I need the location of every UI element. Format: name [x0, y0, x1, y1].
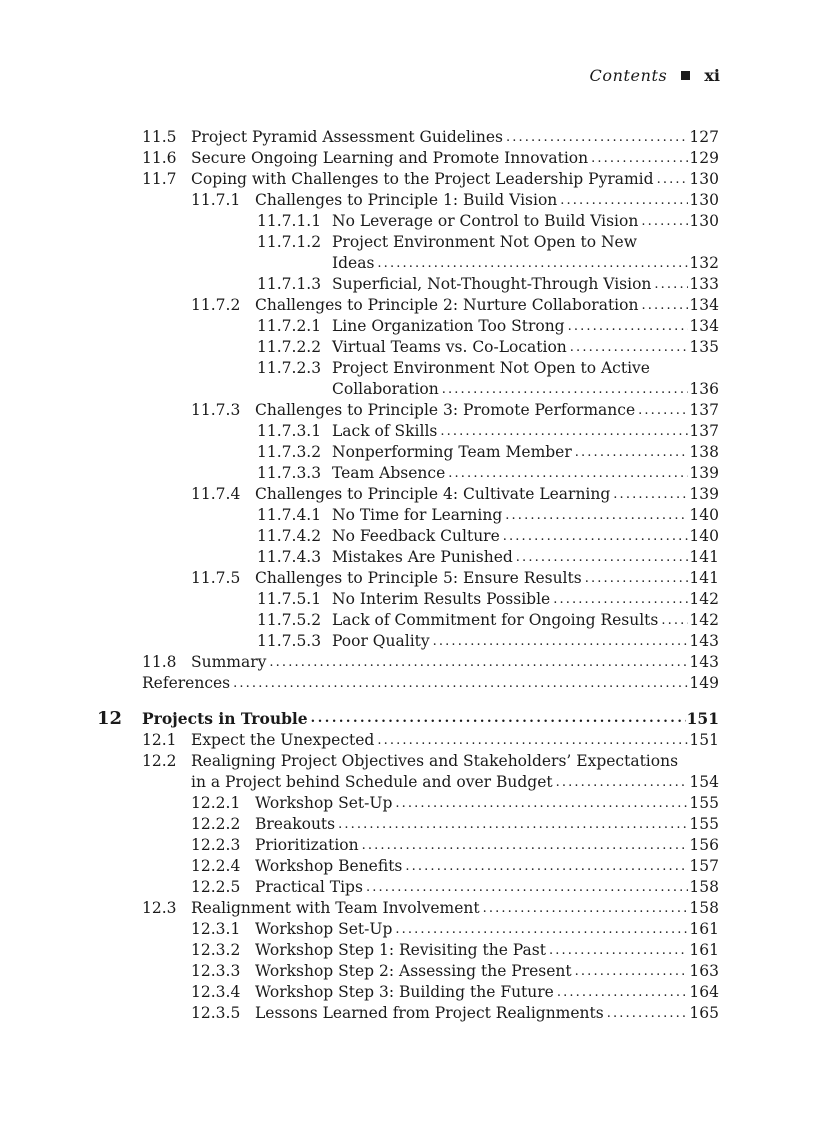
toc-entry-page: 165 — [689, 1004, 719, 1022]
dot-leader — [442, 379, 689, 400]
toc-entry-number: 11.6 — [142, 149, 177, 167]
toc-entry-title: Challenges to Principle 4: Cultivate Learning — [255, 485, 611, 503]
toc-entry-page: 134 — [689, 296, 719, 314]
toc-entry[interactable] — [0, 631, 816, 652]
dot-leader — [483, 898, 689, 919]
dot-leader — [405, 856, 688, 877]
dot-leader — [557, 982, 689, 1003]
toc-entry-title: Mistakes Are Punished — [332, 548, 513, 566]
dot-leader — [641, 211, 688, 232]
toc-entry[interactable] — [0, 505, 816, 526]
toc-entry-number: 11.5 — [142, 128, 177, 146]
toc-entry[interactable] — [0, 589, 816, 610]
dot-leader — [395, 793, 688, 814]
dot-leader — [556, 772, 689, 793]
dot-leader — [503, 526, 689, 547]
toc-chapter-entry[interactable] — [0, 707, 816, 730]
toc-entry-title: Superficial, Not-Thought-Through Vision — [332, 275, 652, 293]
toc-entry-continuation[interactable] — [0, 253, 816, 274]
toc-entry-number: 11.7.3.3 — [257, 464, 322, 482]
toc-entry-title: Lessons Learned from Project Realignments — [255, 1004, 604, 1022]
toc-entry-title: Workshop Benefits — [255, 857, 403, 875]
toc-entry[interactable] — [0, 274, 816, 295]
toc-entry-page: 163 — [689, 962, 719, 980]
toc-entry[interactable] — [0, 982, 816, 1003]
toc-entry[interactable] — [0, 337, 816, 358]
toc-entry-page: 130 — [689, 170, 719, 188]
toc-entry-title: Workshop Step 3: Building the Future — [255, 983, 554, 1001]
dot-leader — [395, 919, 688, 940]
toc-entry-number: 11.7.1.3 — [257, 275, 322, 293]
toc-entry-number: 11.7.5 — [191, 569, 241, 587]
toc-entry-number: 11.7.3.2 — [257, 443, 322, 461]
toc-entry-number: 12.2.5 — [191, 878, 241, 896]
toc-entry-title: Challenges to Principle 2: Nurture Collaboration — [255, 296, 639, 314]
toc-entry-title: Lack of Skills — [332, 422, 438, 440]
toc-entry-title: Project Environment Not Open to Active — [332, 359, 650, 377]
toc-entry-title: No Interim Results Possible — [332, 590, 551, 608]
dot-leader — [575, 442, 689, 463]
toc-entry-page: 155 — [689, 794, 719, 812]
dot-leader — [366, 877, 688, 898]
toc-entry-title-continued: in a Project behind Schedule and over Budget — [191, 773, 553, 791]
table-of-contents — [0, 127, 816, 1024]
toc-entry[interactable] — [0, 673, 816, 694]
toc-entry-number: 11.7.1.2 — [257, 233, 322, 251]
dot-leader — [505, 505, 688, 526]
dot-leader — [377, 730, 688, 751]
toc-entry-title: Poor Quality — [332, 632, 430, 650]
dot-leader — [570, 337, 689, 358]
toc-entry[interactable] — [0, 898, 816, 919]
toc-entry-page: 137 — [689, 422, 719, 440]
toc-entry-number: 11.7.3 — [191, 401, 241, 419]
toc-entry-page: 130 — [689, 191, 719, 209]
running-header-title: Contents — [589, 66, 668, 85]
dot-leader — [433, 631, 689, 652]
toc-entry-number: 11.7.1.1 — [257, 212, 322, 230]
toc-entry-page: 140 — [689, 506, 719, 524]
toc-entry-page: 140 — [689, 527, 719, 545]
dot-leader — [638, 400, 688, 421]
dot-leader — [585, 568, 689, 589]
toc-entry-title: Project Environment Not Open to New — [332, 233, 637, 251]
dot-leader — [560, 190, 688, 211]
toc-entry[interactable] — [0, 814, 816, 835]
toc-entry-page: 143 — [689, 632, 719, 650]
toc-entry-page: 137 — [689, 401, 719, 419]
toc-entry-title: Project Pyramid Assessment Guidelines — [191, 128, 503, 146]
toc-entry-title: Virtual Teams vs. Co-Location — [332, 338, 567, 356]
toc-entry[interactable] — [0, 190, 816, 211]
toc-entry-number: 11.7.4.1 — [257, 506, 322, 524]
toc-entry-number: 11.8 — [142, 653, 177, 671]
dot-leader — [516, 547, 689, 568]
toc-entry[interactable] — [0, 211, 816, 232]
toc-entry-title: Realigning Project Objectives and Stakeholders’ Expectations — [191, 752, 679, 770]
toc-entry[interactable] — [0, 358, 816, 379]
toc-entry-page: 158 — [689, 878, 719, 896]
dot-leader — [607, 1003, 689, 1024]
running-header — [590, 66, 720, 85]
dot-leader — [553, 589, 688, 610]
toc-entry[interactable] — [0, 526, 816, 547]
toc-entry[interactable] — [0, 232, 816, 253]
dot-leader — [233, 673, 688, 694]
toc-entry[interactable] — [0, 421, 816, 442]
toc-entry[interactable] — [0, 610, 816, 631]
toc-entry-page: 135 — [689, 338, 719, 356]
toc-entry-page: 161 — [689, 920, 719, 938]
toc-entry[interactable] — [0, 730, 816, 751]
toc-entry[interactable] — [0, 484, 816, 505]
toc-entry[interactable] — [0, 442, 816, 463]
dot-leader — [641, 295, 688, 316]
toc-entry-title: Line Organization Too Strong — [332, 317, 565, 335]
toc-entry-title: No Time for Learning — [332, 506, 503, 524]
dot-leader — [338, 814, 688, 835]
toc-entry-number: 12.3.2 — [191, 941, 241, 959]
toc-entry-page: 142 — [689, 611, 719, 629]
toc-entry-number: 11.7 — [142, 170, 177, 188]
toc-entry-page: 129 — [689, 149, 719, 167]
toc-entry-title: Team Absence — [332, 464, 446, 482]
toc-entry-number: 11.7.4 — [191, 485, 241, 503]
dot-leader — [506, 127, 688, 148]
toc-entry-page: 143 — [689, 653, 719, 671]
toc-entry-number: 11.7.2.1 — [257, 317, 322, 335]
toc-entry[interactable] — [0, 856, 816, 877]
toc-entry-number: 12.3 — [142, 899, 177, 917]
toc-entry[interactable] — [0, 127, 816, 148]
toc-entry-number: 12 — [97, 708, 123, 729]
toc-entry-title: Workshop Step 2: Assessing the Present — [255, 962, 572, 980]
toc-entry-title: Prioritization — [255, 836, 359, 854]
dot-leader — [311, 707, 686, 730]
toc-entry-number: 12.2.3 — [191, 836, 241, 854]
toc-entry-title: Secure Ongoing Learning and Promote Innovation — [191, 149, 589, 167]
toc-entry[interactable] — [0, 793, 816, 814]
toc-entry-page: 157 — [689, 857, 719, 875]
toc-entry-page: 133 — [689, 275, 719, 293]
dot-leader — [377, 253, 688, 274]
toc-entry-title: Workshop Step 1: Revisiting the Past — [255, 941, 546, 959]
toc-entry-page: 164 — [689, 983, 719, 1001]
toc-entry[interactable] — [0, 169, 816, 190]
toc-entry[interactable] — [0, 919, 816, 940]
toc-entry-number: 11.7.5.2 — [257, 611, 322, 629]
toc-entry-title: Coping with Challenges to the Project Leadership Pyramid — [191, 170, 654, 188]
toc-entry[interactable] — [0, 148, 816, 169]
toc-entry-number: 11.7.2.3 — [257, 359, 322, 377]
toc-entry-title: Challenges to Principle 3: Promote Performance — [255, 401, 636, 419]
toc-entry[interactable] — [0, 295, 816, 316]
toc-entry-page: 130 — [689, 212, 719, 230]
dot-leader — [448, 463, 688, 484]
dot-leader — [362, 835, 689, 856]
dot-leader — [575, 961, 689, 982]
toc-entry-number: 11.7.4.2 — [257, 527, 322, 545]
toc-entry[interactable] — [0, 1003, 816, 1024]
toc-entry[interactable] — [0, 547, 816, 568]
toc-entry-number: 12.2 — [142, 752, 177, 770]
toc-entry-number: 12.2.2 — [191, 815, 241, 833]
toc-entry-title-continued: Collaboration — [332, 380, 439, 398]
dot-leader — [657, 169, 689, 190]
toc-entry-title: Expect the Unexpected — [191, 731, 375, 749]
toc-entry[interactable] — [0, 835, 816, 856]
toc-entry-number: 12.2.4 — [191, 857, 241, 875]
dot-leader — [661, 610, 688, 631]
running-header-page-number: xi — [704, 66, 720, 85]
toc-entry[interactable] — [0, 568, 816, 589]
toc-entry-page: 141 — [689, 569, 719, 587]
toc-entry-page: 139 — [689, 464, 719, 482]
toc-entry-page: 127 — [689, 128, 719, 146]
dot-leader — [440, 421, 688, 442]
toc-entry-page: 154 — [689, 773, 719, 791]
toc-entry-page: 156 — [689, 836, 719, 854]
toc-entry-number: 12.3.1 — [191, 920, 241, 938]
toc-entry-title: Breakouts — [255, 815, 336, 833]
dot-leader — [591, 148, 688, 169]
toc-entry-title: Challenges to Principle 5: Ensure Results — [255, 569, 582, 587]
toc-entry-number: 12.3.3 — [191, 962, 241, 980]
toc-entry[interactable] — [0, 400, 816, 421]
toc-entry-title-continued: Ideas — [332, 254, 375, 272]
toc-entry-continuation[interactable] — [0, 379, 816, 400]
toc-entry[interactable] — [0, 652, 816, 673]
toc-entry-title: Challenges to Principle 1: Build Vision — [255, 191, 558, 209]
toc-entry-title: Practical Tips — [255, 878, 363, 896]
toc-entry-number: 12.3.5 — [191, 1004, 241, 1022]
toc-entry-page: 141 — [689, 548, 719, 566]
toc-entry-title: Realignment with Team Involvement — [191, 899, 480, 917]
dot-leader — [568, 316, 689, 337]
toc-entry-page: 158 — [689, 899, 719, 917]
toc-entry[interactable] — [0, 463, 816, 484]
toc-entry-title: No Leverage or Control to Build Vision — [332, 212, 639, 230]
toc-entry-number: 12.2.1 — [191, 794, 241, 812]
toc-entry-number: 11.7.5.1 — [257, 590, 322, 608]
header-separator-bullet-icon — [681, 71, 690, 80]
toc-entry-page: 161 — [689, 941, 719, 959]
toc-entry-number: 12.1 — [142, 731, 177, 749]
toc-entry-title: Summary — [191, 653, 267, 671]
toc-entry[interactable] — [0, 751, 816, 772]
toc-entry-title: No Feedback Culture — [332, 527, 500, 545]
toc-entry-title: Workshop Set-Up — [255, 794, 393, 812]
toc-entry-page: 134 — [689, 317, 719, 335]
toc-entry-page: 132 — [689, 254, 719, 272]
toc-entry-title: References — [142, 674, 231, 692]
toc-entry-title: Nonperforming Team Member — [332, 443, 572, 461]
toc-entry-page: 142 — [689, 590, 719, 608]
toc-entry-number: 11.7.2.2 — [257, 338, 322, 356]
dot-leader — [654, 274, 688, 295]
toc-entry-page: 138 — [689, 443, 719, 461]
dot-leader — [613, 484, 688, 505]
toc-entry-page: 136 — [689, 380, 719, 398]
toc-entry-title: Workshop Set-Up — [255, 920, 393, 938]
toc-entry-number: 11.7.5.3 — [257, 632, 322, 650]
toc-entry-number: 12.3.4 — [191, 983, 241, 1001]
toc-entry-page: 151 — [689, 731, 719, 749]
dot-leader — [269, 652, 688, 673]
toc-entry-title: Lack of Commitment for Ongoing Results — [332, 611, 659, 629]
toc-entry-title: Projects in Trouble — [142, 709, 308, 728]
toc-entry[interactable] — [0, 961, 816, 982]
toc-entry-page: 155 — [689, 815, 719, 833]
toc-entry[interactable] — [0, 940, 816, 961]
toc-entry-number: 11.7.4.3 — [257, 548, 322, 566]
toc-entry-page: 139 — [689, 485, 719, 503]
toc-entry-number: 11.7.2 — [191, 296, 241, 314]
toc-entry[interactable] — [0, 877, 816, 898]
toc-entry-number: 11.7.1 — [191, 191, 241, 209]
dot-leader — [549, 940, 688, 961]
toc-entry-page: 151 — [686, 709, 719, 728]
toc-entry[interactable] — [0, 316, 816, 337]
toc-entry-number: 11.7.3.1 — [257, 422, 322, 440]
toc-entry-continuation[interactable] — [0, 772, 816, 793]
toc-entry-page: 149 — [689, 674, 719, 692]
